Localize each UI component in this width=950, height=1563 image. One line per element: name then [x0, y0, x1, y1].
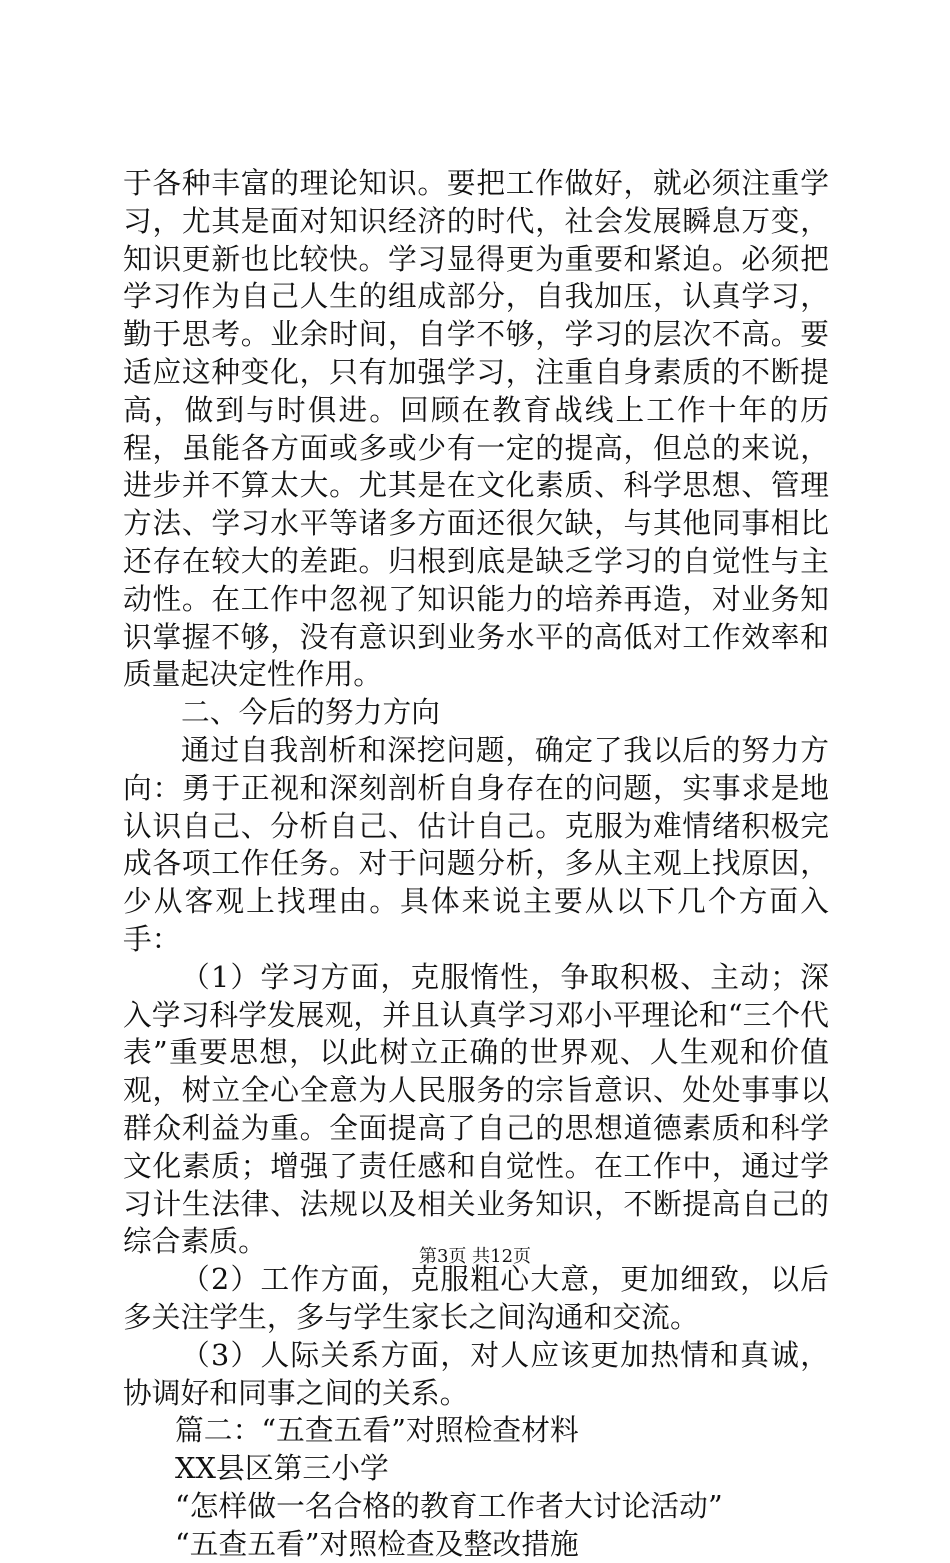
paragraph-direction: 通过自我剖析和深挖问题，确定了我以后的努力方向：勇于正视和深刻剖析自身存在的问题，实事求是地认识自己、分析自己、估计自己。克服为难情绪积极完成各项工作任务。对于问题分析，多从主观上找原因，少从客观上找理由。具体来说主要从以下几个方面入手： — [123, 732, 829, 956]
article-two-title: 篇二：“五查五看”对照检查材料 — [175, 1413, 579, 1448]
paragraph-item-2: （2）工作方面，克服粗心大意，更加细致，以后多关注学生，多与学生家长之间沟通和交流。 — [123, 1262, 829, 1334]
paragraph-item-1: （1）学习方面，克服惰性，争取积极、主动；深入学习科学发展观，并且认真学习邓小平理论和“三个代表”重要思想，以此树立正确的世界观、人生观和价值观，树立全心全意为人民服务的宗旨意识、处处事事以群众利益为重。全面提高了自己的思想道德素质和科学文化素质；增强了责任感和自觉性。在工作中，通过学习计生法律、法规以及相关业务知识，不断提高自己的综合素质。 — [123, 959, 829, 1259]
page-number-footer: 第3页 共12页 — [418, 1246, 532, 1267]
section-heading-direction: 二、今后的努力方向 — [181, 695, 441, 730]
activity-title: “怎样做一名合格的教育工作者大讨论活动” — [175, 1488, 723, 1523]
paragraph-item-3: （3）人际关系方面，对人应该更加热情和真诚，协调好和同事之间的关系。 — [123, 1337, 829, 1410]
school-name: XX县区第三小学 — [175, 1451, 389, 1486]
paragraph-study: 于各种丰富的理论知识。要把工作做好，就必须注重学习，尤其是面对知识经济的时代，社会发展瞬息万变，知识更新也比较快。学习显得更为重要和紧迫。必须把学习作为自己人生的组成部分，自我加压，认真学习，勤于思考。业余时间，自学不够，学习的层次不高。要适应这种变化，只有加强学习，注重自身素质的不断提高，做到与时俱进。回顾在教育战线上工作十年的历程，虽能各方面或多或少有一定的提高，但总的来说，进步并不算太大。尤其是在文化素质、科学思想、管理方法、学习水平等诸多方面还很欠缺，与其他同事相比还存在较大的差距。归根到底是缺乏学习的自觉性与主动性。在工作中忽视了知识能力的培养再造，对业务知识掌握不够，没有意识到业务水平的高低对工作效率和质量起决定性作用。 — [123, 166, 829, 692]
measures-title: “五查五看”对照检查及整改措施 — [175, 1526, 579, 1561]
document-body — [123, 165, 829, 1563]
